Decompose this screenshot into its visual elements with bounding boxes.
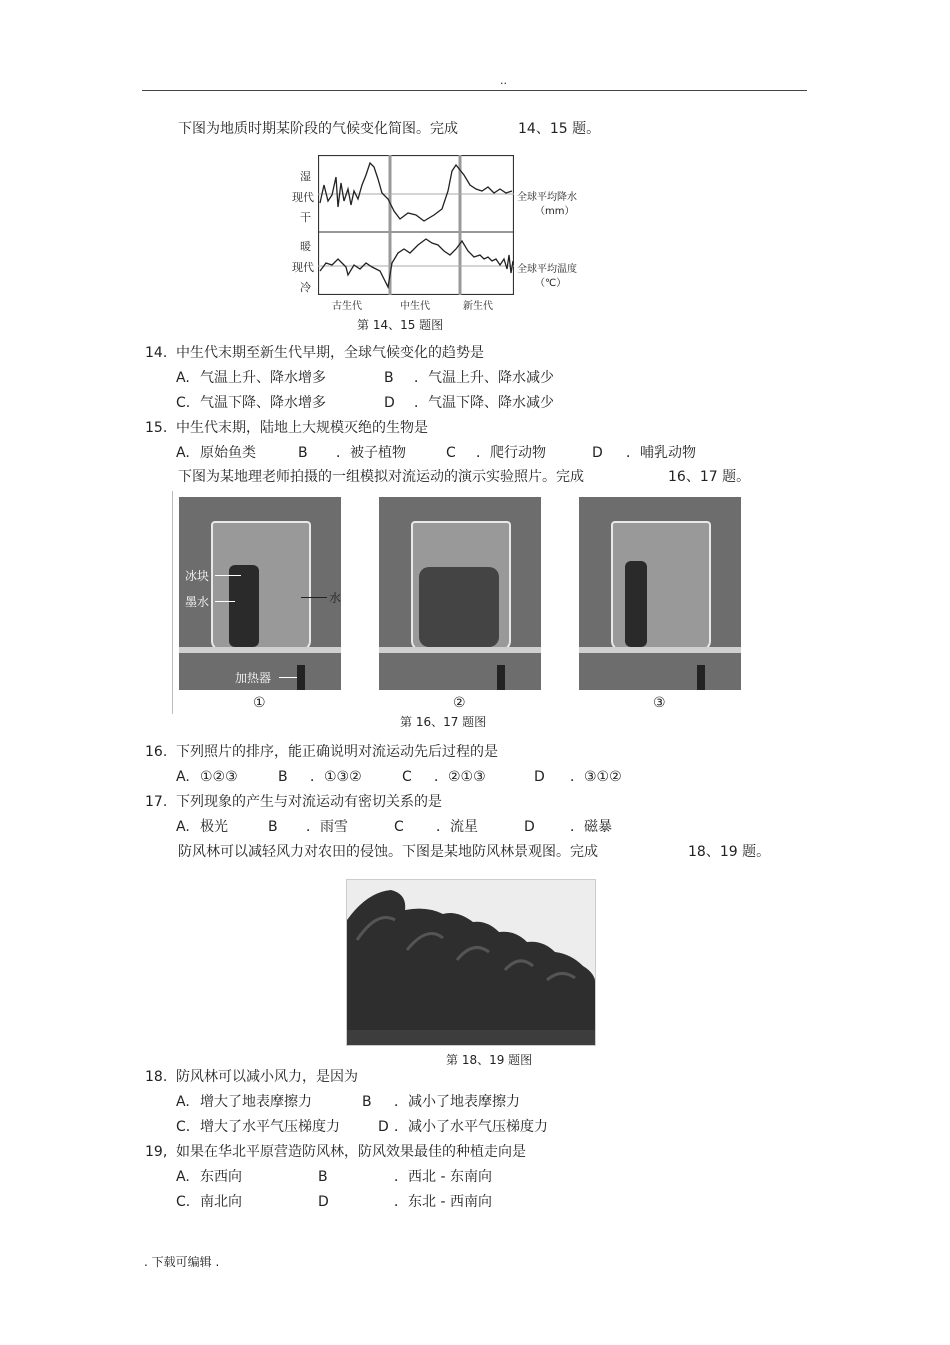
q19-number: 19, xyxy=(145,1144,168,1160)
water-label: 水 xyxy=(329,591,341,605)
precip-axis-label: 全球平均降水 xyxy=(517,192,577,203)
era-cenozoic: 新生代 xyxy=(463,301,493,312)
q18-d-key: D xyxy=(378,1119,389,1135)
q17-b[interactable]: ．雨雪 xyxy=(306,819,348,835)
precip-unit-label: （mm） xyxy=(535,206,575,217)
q14-d-key: D xyxy=(384,395,395,411)
q14-c[interactable]: 气温下降、降水增多 xyxy=(200,395,326,411)
q18-a[interactable]: 增大了地表摩擦力 xyxy=(200,1094,312,1110)
q18-b[interactable]: ．减小了地表摩擦力 xyxy=(394,1094,520,1110)
q18-c[interactable]: 增大了水平气压梯度力 xyxy=(200,1119,340,1135)
photo-1-number: ① xyxy=(253,695,266,711)
q18-c-key: C. xyxy=(176,1119,191,1135)
q19-stem: 如果在华北平原营造防风林，防风效果最佳的种植走向是 xyxy=(176,1144,526,1160)
q16-b-key: B xyxy=(278,769,288,785)
era-paleozoic: 古生代 xyxy=(332,301,362,312)
q15-d[interactable]: ．哺乳动物 xyxy=(626,445,696,461)
q14-a[interactable]: 气温上升、降水增多 xyxy=(200,370,326,386)
header-rule xyxy=(142,90,807,91)
q16-b[interactable]: ．①③② xyxy=(310,769,362,785)
ink-cloud xyxy=(229,565,259,647)
q19-b[interactable]: ．西北 - 东南向 xyxy=(394,1169,492,1185)
ink-cloud xyxy=(419,567,499,647)
heater-rod xyxy=(697,665,705,690)
q15-b[interactable]: ．被子植物 xyxy=(336,445,406,461)
experiment-photo-3 xyxy=(579,497,741,690)
q14-a-key: A. xyxy=(176,370,190,386)
q17-a[interactable]: 极光 xyxy=(200,819,228,835)
q14-number: 14. xyxy=(145,345,168,361)
temp-axis-label: 全球平均温度 xyxy=(517,264,577,275)
q14-stem: 中生代末期至新生代早期，全球气候变化的趋势是 xyxy=(176,345,484,361)
intro-14-15: 下图为地质时期某阶段的气候变化简图。完成 xyxy=(178,121,458,137)
q17-b-key: B xyxy=(268,819,278,835)
experiment-photo-1 xyxy=(179,497,341,690)
ink-label: 墨水 xyxy=(185,595,210,609)
climate-curves xyxy=(318,155,514,295)
q17-c[interactable]: ．流星 xyxy=(436,819,478,835)
q18-stem: 防风林可以减小风力，是因为 xyxy=(176,1069,358,1085)
heater-rod xyxy=(497,665,505,690)
q15-number: 15. xyxy=(145,420,168,436)
intro-16-17-nums: 16、17 题。 xyxy=(668,469,751,485)
era-mesozoic: 中生代 xyxy=(400,301,430,312)
q19-c[interactable]: 南北向 xyxy=(200,1194,242,1210)
q16-d[interactable]: ．③①② xyxy=(570,769,622,785)
experiment-figure xyxy=(172,491,747,714)
q15-stem: 中生代末期，陆地上大规模灭绝的生物是 xyxy=(176,420,428,436)
q18-number: 18. xyxy=(145,1069,168,1085)
caption-16-17: 第 16、17 题图 xyxy=(400,715,487,729)
q19-a[interactable]: 东西向 xyxy=(200,1169,242,1185)
windbreak-forest-photo xyxy=(346,879,596,1046)
axis-present-label-top: 现代 xyxy=(292,191,314,204)
q15-b-key: B xyxy=(298,445,308,461)
footer-note: . 下载可编辑 . xyxy=(144,1255,220,1269)
q17-number: 17. xyxy=(145,794,168,810)
intro-16-17: 下图为某地理老师拍摄的一组模拟对流运动的演示实验照片。完成 xyxy=(178,469,584,485)
q19-d-key: D xyxy=(318,1194,329,1210)
q16-number: 16. xyxy=(145,744,168,760)
q15-d-key: D xyxy=(592,445,603,461)
ink-cloud xyxy=(625,561,647,647)
q16-d-key: D xyxy=(534,769,545,785)
axis-wet-label: 湿 xyxy=(300,170,311,183)
heater-rod xyxy=(297,665,305,690)
ice-label: 冰块 xyxy=(185,569,210,583)
q16-stem: 下列照片的排序，能正确说明对流运动先后过程的是 xyxy=(176,744,498,760)
intro-14-15-nums: 14、15 题。 xyxy=(518,121,601,137)
q14-b-key: B xyxy=(384,370,394,386)
q16-a-key: A. xyxy=(176,769,190,785)
q17-d[interactable]: ．磁暴 xyxy=(570,819,612,835)
q17-c-key: C xyxy=(394,819,404,835)
q17-stem: 下列现象的产生与对流运动有密切关系的是 xyxy=(176,794,442,810)
q15-c[interactable]: ．爬行动物 xyxy=(476,445,546,461)
temp-unit-label: （℃） xyxy=(535,278,567,289)
intro-18-19: 防风林可以减轻风力对农田的侵蚀。下图是某地防风林景观图。完成 xyxy=(178,844,598,860)
q15-a[interactable]: 原始鱼类 xyxy=(200,445,256,461)
q18-b-key: B xyxy=(362,1094,372,1110)
q16-c-key: C xyxy=(402,769,412,785)
q14-b[interactable]: ．气温上升、降水减少 xyxy=(414,370,554,386)
axis-dry-label: 干 xyxy=(300,211,311,224)
axis-warm-label: 暖 xyxy=(300,240,311,253)
q16-a[interactable]: ①②③ xyxy=(200,769,238,785)
q16-c[interactable]: ．②①③ xyxy=(434,769,486,785)
heater-label: 加热器 xyxy=(235,671,272,685)
q19-c-key: C. xyxy=(176,1194,191,1210)
photo-3-number: ③ xyxy=(653,695,666,711)
axis-present-label-bottom: 现代 xyxy=(292,261,314,274)
q17-a-key: A. xyxy=(176,819,190,835)
forest-illustration xyxy=(347,880,595,1045)
q19-a-key: A. xyxy=(176,1169,190,1185)
climate-chart xyxy=(283,152,593,332)
q19-d[interactable]: ．东北 - 西南向 xyxy=(394,1194,492,1210)
q18-d[interactable]: ．减小了水平气压梯度力 xyxy=(394,1119,548,1135)
q18-a-key: A. xyxy=(176,1094,190,1110)
q15-a-key: A. xyxy=(176,445,190,461)
header-dots: .. xyxy=(500,74,507,87)
q17-d-key: D xyxy=(524,819,535,835)
caption-18-19: 第 18、19 题图 xyxy=(446,1053,533,1067)
q14-d[interactable]: ．气温下降、降水减少 xyxy=(414,395,554,411)
intro-18-19-nums: 18、19 题。 xyxy=(688,844,771,860)
axis-cold-label: 冷 xyxy=(300,281,311,294)
q19-b-key: B xyxy=(318,1169,328,1185)
photo-2-number: ② xyxy=(453,695,466,711)
caption-14-15: 第 14、15 题图 xyxy=(357,318,444,332)
q14-c-key: C. xyxy=(176,395,191,411)
q15-c-key: C xyxy=(446,445,456,461)
experiment-photo-2 xyxy=(379,497,541,690)
